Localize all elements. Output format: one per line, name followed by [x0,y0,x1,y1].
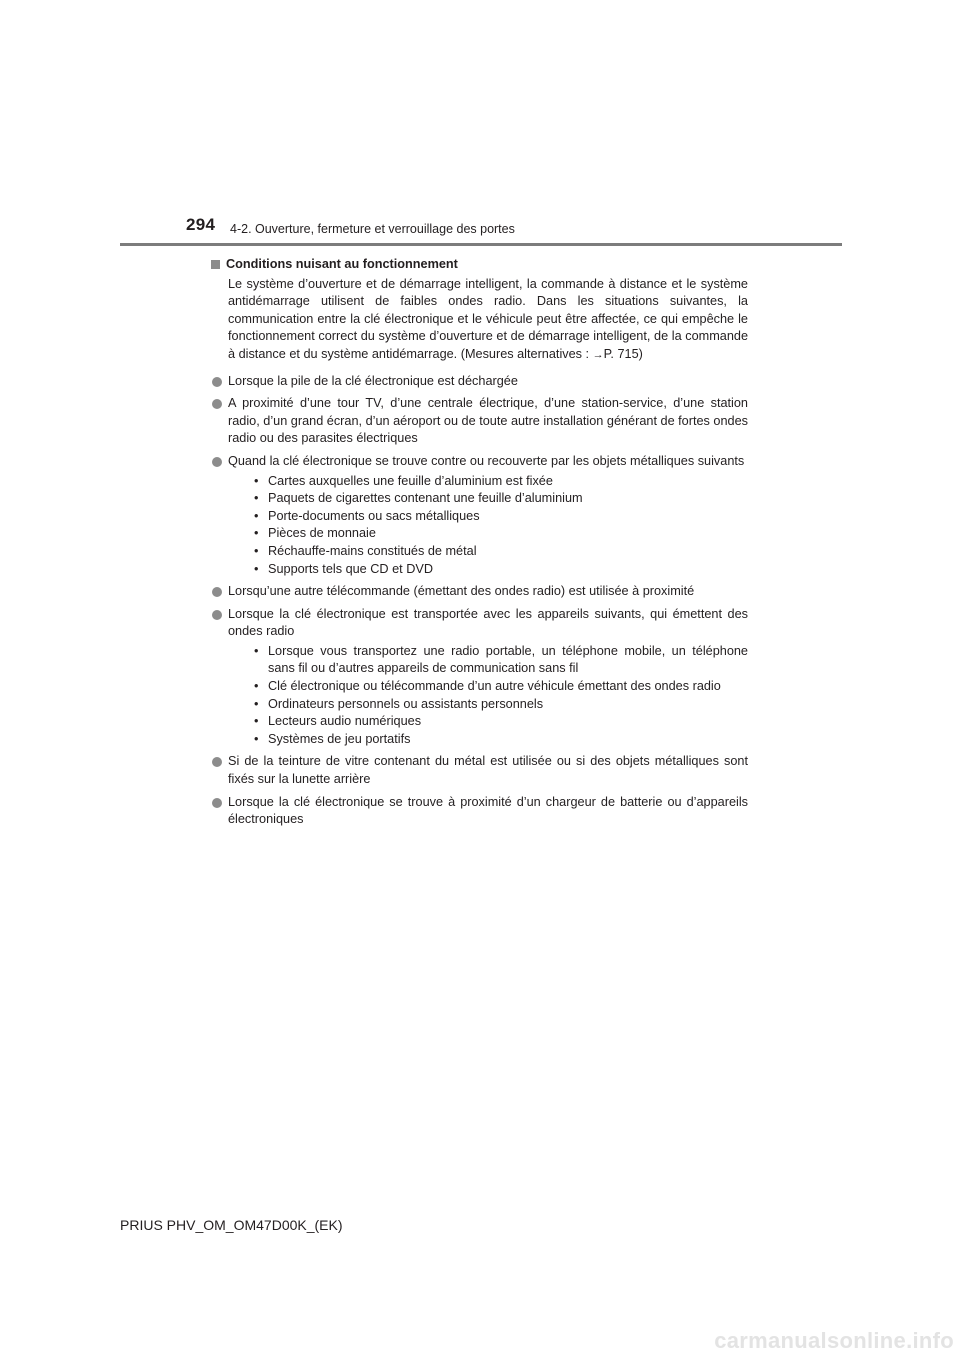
small-bullet-icon: • [254,561,259,576]
watermark: carmanualsonline.info [714,1328,954,1353]
reference-arrow-icon: → [592,348,604,361]
list-item-text: Lorsque la clé électronique se trouve à proximité d’un chargeur de batterie ou d’appareils électroniques [228,794,748,827]
sub-list-item [254,713,748,731]
list-item-text: Lorsqu’une autre télécommande (émettant des ondes radio) est utilisée à proximité [228,584,695,599]
round-bullet-icon [212,587,222,597]
sub-list [254,473,748,579]
document-code: PRIUS PHV_OM_OM47D00K_(EK) [120,1217,343,1233]
list-item [228,373,748,391]
list-item-text: Si de la teinture de vitre contenant du métal est utilisée ou si des objets métalliques sont fixés sur la lunette arrière [228,754,748,787]
page-number: 294 [186,215,216,234]
list-item [228,395,748,448]
sub-list-item-text: Lorsque vous transportez une radio portable, un téléphone mobile, un téléphone sans fil ou d’autres appareils de communication sans fil [268,643,748,676]
small-bullet-icon: • [254,526,259,541]
list-item-text: Lorsque la pile de la clé électronique est déchargée [228,373,518,388]
sub-list-item-text: Pièces de monnaie [268,526,376,541]
small-bullet-icon: • [254,731,259,746]
list-item-text: Lorsque la clé électronique est transportée avec les appareils suivants, qui émettent des ondes radio [228,606,748,639]
round-bullet-icon [212,610,222,620]
sub-list-item [254,731,748,749]
round-bullet-icon [212,377,222,387]
condition-list [210,373,748,829]
round-bullet-icon [212,798,222,808]
page-reference-link[interactable]: P. 715) [603,346,643,361]
sub-list-item [254,678,748,696]
list-item-text: Quand la clé électronique se trouve contre ou recouverte par les objets métalliques suivants [228,453,745,468]
sub-list-item-text: Systèmes de jeu portatifs [268,731,411,746]
sub-list-item [254,643,748,678]
list-item [228,753,748,788]
sub-list-item [254,490,748,508]
list-item-text: A proximité d’une tour TV, d’une centrale électrique, d’une station-service, d’une station radio, d’un grand écran, d’un aéroport ou de toute autre installation générant de fortes ondes radio ou des parasites électriques [228,396,748,446]
small-bullet-icon: • [254,543,259,558]
sub-list-item [254,473,748,491]
sub-list-item-text: Cartes auxquelles une feuille d’aluminium est fixée [268,473,553,488]
list-item [228,794,748,829]
section-heading [210,256,748,274]
header-rule [120,243,842,246]
sub-list-item-text: Lecteurs audio numériques [268,714,422,729]
round-bullet-icon [212,757,222,767]
round-bullet-icon [212,399,222,409]
small-bullet-icon: • [254,714,259,729]
list-item [228,606,748,749]
list-item [228,453,748,578]
sub-list-item [254,696,748,714]
small-bullet-icon: • [254,508,259,523]
sub-list-item-text: Réchauffe-mains constitués de métal [268,543,477,558]
small-bullet-icon: • [254,491,259,506]
sub-list-item [254,561,748,579]
chapter-title: 4-2. Ouverture, fermeture et verrouillage des portes [230,222,515,236]
small-bullet-icon: • [254,679,259,694]
intro-text: Le système d’ouverture et de démarrage intelligent, la commande à distance et le système antidémarrage utilisent de faibles ondes radio. Dans les situations suivantes, la communication entre la clé électronique et le véhicule peut être affectée, ce qui empêche le fonctionnement correct du système d’ouverture et de démarrage intelligent, de la commande à distance et du système antidémarrage. (Mesures alternatives : [228,276,748,361]
round-bullet-icon [212,457,222,467]
sub-list-item [254,525,748,543]
main-content [210,256,748,834]
small-bullet-icon: • [254,473,259,488]
list-item [228,583,748,601]
small-bullet-icon: • [254,696,259,711]
sub-list-item [254,543,748,561]
square-bullet-icon [211,260,220,269]
small-bullet-icon: • [254,643,259,658]
intro-paragraph [228,276,748,365]
sub-list-item-text: Ordinateurs personnels ou assistants personnels [268,696,544,711]
sub-list-item-text: Porte-documents ou sacs métalliques [268,508,480,523]
sub-list-item-text: Supports tels que CD et DVD [268,561,434,576]
sub-list-item [254,508,748,526]
section-heading-text: Conditions nuisant au fonctionnement [226,257,458,271]
sub-list [254,643,748,749]
sub-list-item-text: Paquets de cigarettes contenant une feuille d’aluminium [268,491,583,506]
sub-list-item-text: Clé électronique ou télécommande d’un autre véhicule émettant des ondes radio [268,679,721,694]
